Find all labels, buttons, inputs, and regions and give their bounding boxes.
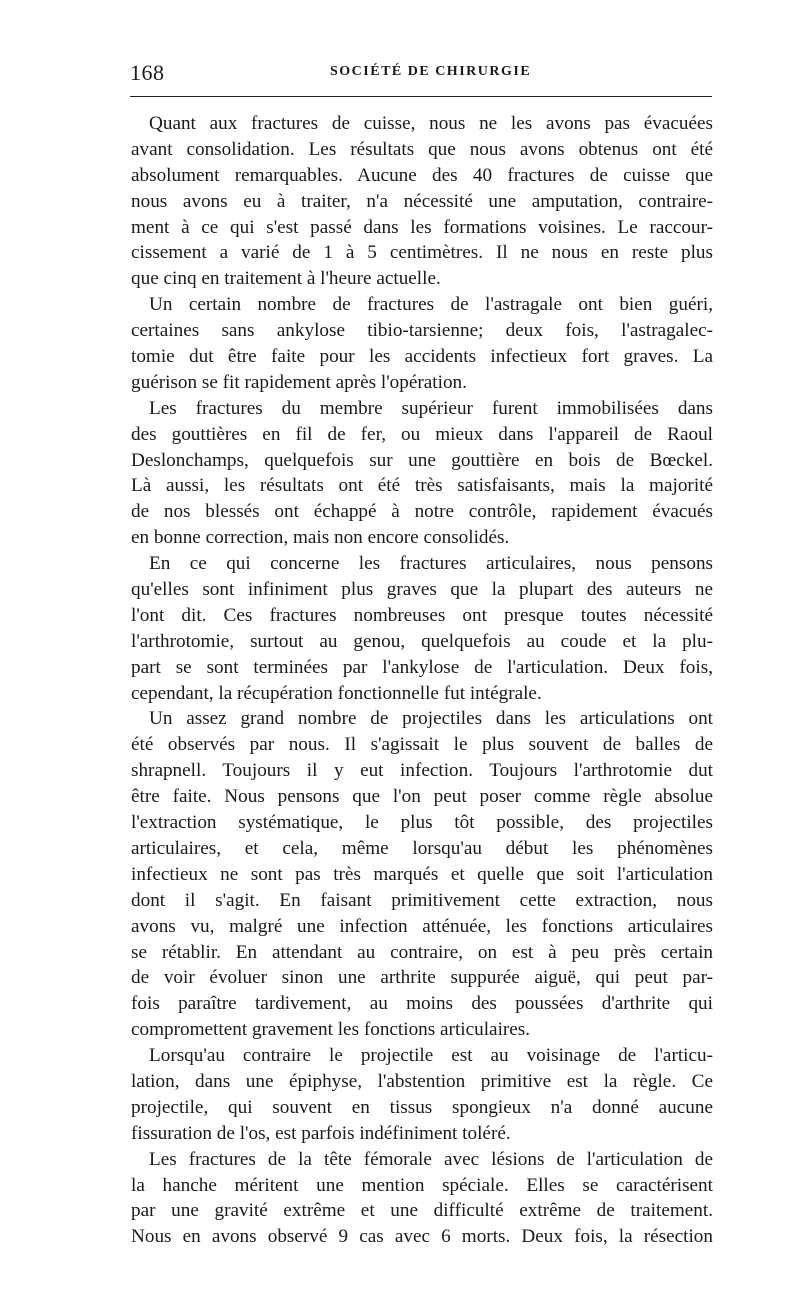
text-line: infectieux ne sont pas très marqués et quelle que soit l'articulation: [131, 863, 713, 885]
text-line: lation, dans une épiphyse, l'abstention primitive est la règle. Ce: [131, 1070, 713, 1092]
text-line: de nos blessés ont échappé à notre contrôle, rapidement évacués: [131, 501, 713, 523]
text-body: [131, 111, 713, 1250]
text-line: projectile, qui souvent en tissus spongieux n'a donné aucune: [131, 1096, 713, 1118]
text-line: nous avons eu à traiter, n'a nécessité une amputation, contraire-: [131, 190, 713, 212]
paragraph: [131, 396, 713, 551]
text-line: guérison se fit rapidement après l'opération.: [131, 371, 467, 393]
text-line: l'arthrotomie, surtout au genou, quelquefois au coude et la plu-: [131, 630, 713, 652]
text-line: être faite. Nous pensons que l'on peut poser comme règle absolue: [131, 786, 713, 808]
text-line: l'ont dit. Ces fractures nombreuses ont presque toutes nécessité: [131, 604, 713, 626]
paragraph: [131, 111, 713, 292]
running-title: SOCIÉTÉ DE CHIRURGIE: [330, 64, 532, 79]
text-line: Quant aux fractures de cuisse, nous ne les avons pas évacuées: [149, 113, 713, 134]
text-line: fois paraître tardivement, au moins des poussées d'arthrite qui: [131, 993, 713, 1015]
text-line: Les fractures de la tête fémorale avec lésions de l'articulation de: [149, 1148, 713, 1170]
text-line: compromettent gravement les fonctions articulaires.: [131, 1019, 531, 1041]
text-line: cissement a varié de 1 à 5 centimètres. Il ne nous en reste plus: [131, 242, 713, 264]
text-line: la hanche méritent une mention spéciale. Elles se caractérisent: [131, 1174, 713, 1196]
text-line: shrapnell. Toujours il y eut infection. Toujours l'arthrotomie dut: [131, 760, 713, 782]
paragraph: [131, 292, 713, 396]
paragraph: [131, 1147, 713, 1251]
text-line: Les fractures du membre supérieur furent immobilisées dans: [149, 397, 713, 419]
text-line: en bonne correction, mais non encore consolidés.: [131, 527, 510, 549]
text-line: part se sont terminées par l'ankylose de l'articulation. Deux fois,: [131, 656, 713, 678]
text-line: avons vu, malgré une infection atténuée, les fonctions articulaires: [131, 915, 713, 937]
header-rule: [130, 96, 712, 97]
text-line: des gouttières en fil de fer, ou mieux dans l'appareil de Raoul: [131, 423, 713, 445]
text-line: été observés par nous. Il s'agissait le plus souvent de balles de: [131, 734, 713, 756]
paragraph: [131, 551, 713, 706]
text-line: tomie dut être faite pour les accidents infectieux fort graves. La: [131, 346, 713, 368]
text-line: Un certain nombre de fractures de l'astragale ont bien guéri,: [149, 294, 713, 316]
text-line: ment à ce qui s'est passé dans les formations voisines. Le raccour-: [131, 216, 713, 238]
text-line: fissuration de l'os, est parfois indéfiniment toléré.: [131, 1122, 511, 1144]
text-line: dont il s'agit. En faisant primitivement cette extraction, nous: [131, 889, 713, 911]
text-line: Là aussi, les résultats ont été très satisfaisants, mais la majorité: [131, 475, 713, 497]
text-line: absolument remarquables. Aucune des 40 fractures de cuisse que: [131, 164, 713, 186]
text-line: Nous en avons observé 9 cas avec 6 morts. Deux fois, la résection: [131, 1226, 713, 1248]
text-line: se rétablir. En attendant au contraire, on est à peu près certain: [131, 941, 713, 963]
text-line: certaines sans ankylose tibio-tarsienne; deux fois, l'astragalec-: [131, 320, 713, 342]
paragraph: [131, 1043, 713, 1147]
text-line: avant consolidation. Les résultats que nous avons obtenus ont été: [131, 138, 713, 160]
text-line: qu'elles sont infiniment plus graves que la plupart des auteurs ne: [131, 579, 713, 601]
text-line: Un assez grand nombre de projectiles dans les articulations ont: [149, 708, 713, 730]
text-line: Deslonchamps, quelquefois sur une gouttière en bois de Bœckel.: [131, 449, 713, 471]
page-number: 168: [130, 60, 165, 85]
text-line: En ce qui concerne les fractures articulaires, nous pensons: [149, 553, 713, 575]
text-line: articulaires, et cela, même lorsqu'au début les phénomènes: [131, 837, 713, 859]
text-line: de voir évoluer sinon une arthrite suppurée aiguë, qui peut par-: [131, 967, 713, 989]
text-line: Lorsqu'au contraire le projectile est au voisinage de l'articu-: [149, 1045, 713, 1067]
text-line: par une gravité extrême et une difficulté extrême de traitement.: [131, 1200, 713, 1222]
text-line: que cinq en traitement à l'heure actuelle.: [131, 268, 441, 290]
text-line: l'extraction systématique, le plus tôt possible, des projectiles: [131, 812, 713, 834]
paragraph: [131, 706, 713, 1043]
text-line: cependant, la récupération fonctionnelle fut intégrale.: [131, 682, 542, 704]
running-head: [130, 54, 712, 94]
